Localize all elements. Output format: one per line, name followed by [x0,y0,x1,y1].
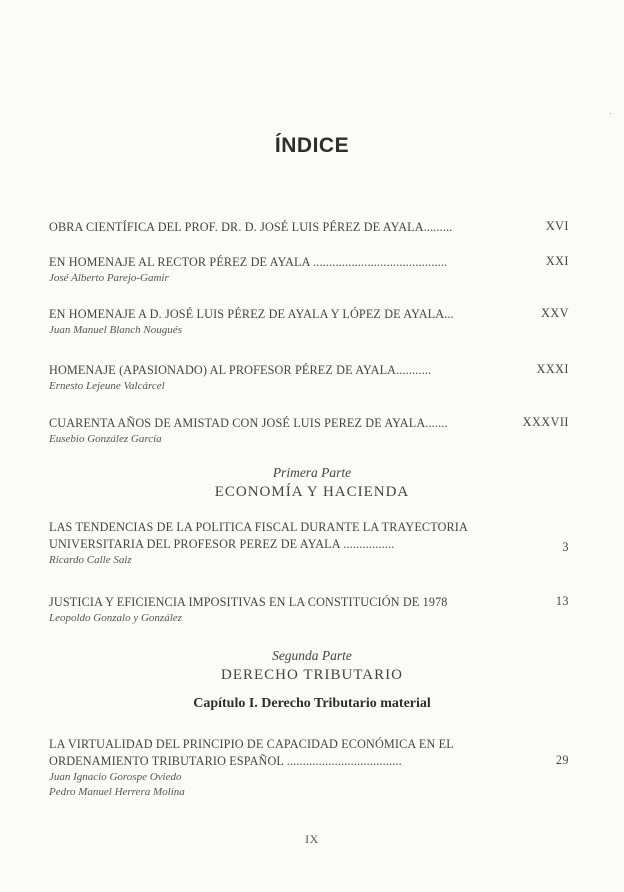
part-heading [0,464,624,502]
page-number: IX [305,832,319,846]
toc-entry[interactable] [49,594,569,626]
toc-entry[interactable] [49,519,569,568]
entry-title: JUSTICIA Y EFICIENCIA IMPOSITIVAS EN LA CONSTITUCIÓN DE 1978 [49,595,448,609]
chapter-heading: Capítulo I. Derecho Tributario material [193,696,431,711]
part-title: ECONOMÍA Y HACIENDA [214,484,410,500]
entry-page-number: 13 [555,594,569,608]
part-label: Segunda Parte [272,648,352,663]
entry-page-number: 29 [555,753,569,767]
entry-page-number: XVI [545,219,569,233]
scan-speck [610,113,611,114]
entry-title: LA VIRTUALIDAD DEL PRINCIPIO DE CAPACIDAD ECONÓMICA EN EL ORDENAMIENTO TRIBUTARIO ESPAÑOL .................................... [49,737,454,768]
entry-page-number: 3 [562,540,569,554]
entry-title: CUARENTA AÑOS DE AMISTAD CON JOSÉ LUIS PEREZ DE AYALA....... [49,416,448,430]
part-label: Primera Parte [272,465,352,480]
entry-title: HOMENAJE (APASIONADO) AL PROFESOR PÉREZ DE AYALA........... [49,363,432,377]
toc-entry[interactable] [49,415,569,447]
entry-title: OBRA CIENTÍFICA DEL PROF. DR. D. JOSÉ LUIS PÉREZ DE AYALA......... [49,220,453,234]
part-title: DERECHO TRIBUTARIO [221,667,403,683]
entry-author: Leopoldo Gonzalo y González [49,612,182,624]
entry-title: EN HOMENAJE AL RECTOR PÉREZ DE AYALA .......................................... [49,255,448,269]
entry-page-number: XXV [541,306,569,320]
toc-entry[interactable] [49,736,569,800]
toc-entry[interactable] [49,362,569,394]
toc-entry[interactable] [49,219,569,236]
entry-author: Pedro Manuel Herrera Molina [49,786,185,798]
entry-author: Eusebio González García [49,433,162,445]
entry-author: Ernesto Lejeune Valcárcel [49,380,165,392]
entry-title: LAS TENDENCIAS DE LA POLITICA FISCAL DURANTE LA TRAYECTORIA UNIVERSITARIA DEL PROFESOR PEREZ DE AYALA ................ [49,520,468,551]
entry-author: Juan Manuel Blanch Nougués [49,324,182,336]
entry-page-number: XXI [545,254,569,268]
entry-author: Juan Ignacio Gorospe Oviedo [49,771,182,783]
toc-entry[interactable] [49,306,569,338]
entry-author: José Alberto Parejo-Gamir [49,272,169,284]
entry-page-number: XXXVII [522,415,569,429]
page-title: ÍNDICE [274,134,350,157]
part-heading [0,647,624,685]
toc-entry[interactable] [49,254,569,286]
entry-page-number: XXXI [536,362,569,376]
entry-title: EN HOMENAJE A D. JOSÉ LUIS PÉREZ DE AYALA Y LÓPEZ DE AYALA... [49,307,454,321]
entry-author: Ricardo Calle Saiz [49,554,132,566]
